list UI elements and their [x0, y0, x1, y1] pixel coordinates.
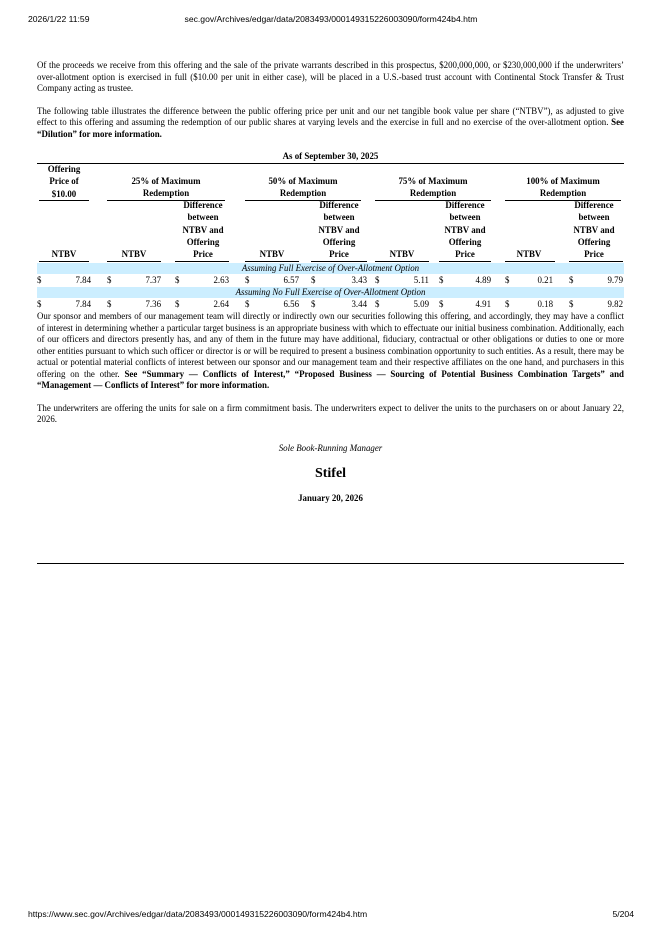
- group-header-50: 50% of Maximum Redemption: [268, 176, 338, 199]
- cell-25-ntbv: 7.37: [145, 275, 161, 285]
- col-underline: [569, 261, 623, 262]
- col-diff-25: Difference between NTBV and Offering Price: [182, 200, 224, 260]
- col-diff-50: Difference between NTBV and Offering Price: [318, 200, 360, 260]
- dollar-sign: $: [245, 299, 250, 309]
- col-underline: [311, 261, 367, 262]
- col-ntbv-100: NTBV: [516, 249, 542, 259]
- dollar-sign: $: [569, 275, 574, 285]
- manager-name: Stifel: [314, 465, 347, 481]
- cell-100-ntbv: 0.21: [537, 275, 553, 285]
- col-ntbv-50: NTBV: [259, 249, 285, 259]
- col-underline: [175, 261, 229, 262]
- col-diff-75: Difference between NTBV and Offering Price: [444, 200, 486, 260]
- dollar-sign: $: [107, 299, 112, 309]
- col-underline: [505, 261, 555, 262]
- col-underline: [39, 261, 89, 262]
- paragraph-underwriters: The underwriters are offering the units for sale on a firm commitment basis. The underwriters expect to deliver the units to the purchasers on or about January 22, 2026.: [37, 402, 624, 424]
- print-datetime: 2026/1/22 11:59: [28, 14, 90, 24]
- band-full-exercise: Assuming Full Exercise of Over-Allotment Option: [37, 263, 624, 274]
- print-footer-url: https://www.sec.gov/Archives/edgar/data/2083493/000149315226003090/form424b4.htm: [28, 909, 368, 919]
- cell-50-ntbv: 6.56: [283, 299, 299, 309]
- cell-25-diff: 2.63: [213, 275, 229, 285]
- cell-100-diff: 9.79: [607, 275, 623, 285]
- conflicts-reference: See “Summary — Conflicts of Interest,” “Proposed Business — Sourcing of Potential Business Combination Targets” and “Management — Conflicts of Interest” for more information.: [37, 368, 624, 390]
- cell-75-ntbv: 5.09: [413, 299, 429, 309]
- dollar-sign: $: [439, 275, 444, 285]
- group-header-100: 100% of Maximum Redemption: [526, 176, 600, 199]
- cell-100-diff: 9.82: [607, 299, 623, 309]
- offering-underline: [39, 200, 89, 201]
- dollar-sign: $: [375, 275, 380, 285]
- dollar-sign: $: [37, 275, 42, 285]
- group-header-25: 25% of Maximum Redemption: [131, 176, 201, 199]
- cell-75-diff: 4.91: [475, 299, 491, 309]
- cell-50-diff: 3.44: [351, 299, 367, 309]
- dilution-reference: See “Dilution” for more information.: [37, 117, 624, 139]
- dollar-sign: $: [375, 299, 380, 309]
- paragraph-ntbv-intro: [37, 106, 624, 141]
- col-ntbv-25: NTBV: [121, 249, 147, 259]
- table-top-rule: [37, 163, 624, 164]
- print-header-url: sec.gov/Archives/edgar/data/2083493/000149315226003090/form424b4.htm: [184, 14, 478, 24]
- col-underline: [375, 261, 429, 262]
- dollar-sign: $: [175, 275, 180, 285]
- ntbv-table: [37, 151, 624, 309]
- col-underline: [439, 261, 491, 262]
- page-number: 5/204: [612, 909, 634, 919]
- cell-25-ntbv: 7.36: [145, 299, 161, 309]
- dollar-sign: $: [245, 275, 250, 285]
- paragraph-conflicts-text: Our sponsor and members of our management team will directly or indirectly own our securities following this offering, and accordingly, they may have a conflict of interest in determining whether a particular target business is an appropriate business with which to effectuate our initial business combination. Additionally, each of our officers and directors presently has, and any of them in the future may have additional, fiduciary, contractual or other obligations or duties to one or more other entities pursuant to which such officer or director is or will be required to present a business combination opportunity to such entities. As a result, there may be actual or potential material conflicts of interest between our sponsor and our management team and their respective affiliates on the one hand, and purchasers in this offering on the other.: [37, 311, 624, 379]
- col-ntbv-offering: NTBV: [51, 249, 77, 259]
- cell-25-diff: 2.64: [213, 299, 229, 309]
- dollar-sign: $: [439, 299, 444, 309]
- dollar-sign: $: [505, 299, 510, 309]
- band-no-exercise: Assuming No Full Exercise of Over-Allotment Option: [37, 287, 624, 298]
- document-date: January 20, 2026: [298, 492, 363, 503]
- offering-price-header: Offering Price of $10.00: [47, 164, 81, 199]
- dollar-sign: $: [107, 275, 112, 285]
- paragraph-ntbv-text: The following table illustrates the difference between the public offering price per unit and our net tangible book value per share (“NTBV”), as adjusted to give effect to this offering and assuming the redemption of our public shares at varying levels and the exercise in full and no exercise of the over-allotment option.: [37, 105, 624, 127]
- col-diff-100: Difference between NTBV and Offering Price: [573, 200, 615, 260]
- cell-100-ntbv: 0.18: [537, 299, 553, 309]
- dollar-sign: $: [37, 299, 42, 309]
- col-underline: [107, 261, 161, 262]
- dollar-sign: $: [569, 299, 574, 309]
- cell-75-diff: 4.89: [475, 275, 491, 285]
- paragraph-conflicts: [37, 311, 624, 392]
- dollar-sign: $: [505, 275, 510, 285]
- document-body: [37, 60, 624, 503]
- cell-50-diff: 3.43: [351, 275, 367, 285]
- dollar-sign: $: [311, 299, 316, 309]
- paragraph-trust-account: Of the proceeds we receive from this offering and the sale of the private warrants described in this prospectus, $200,000,000, or $230,000,000 if the underwriters’ over-allotment option is exercised in full ($10.00 per unit in either case), will be placed in a U.S.-based trust account with Continental Stock Transfer & Trust Company acting as trustee.: [37, 60, 624, 93]
- col-underline: [245, 261, 299, 262]
- cell-offering-ntbv: 7.84: [75, 299, 91, 309]
- cell-75-ntbv: 5.11: [413, 275, 429, 285]
- dollar-sign: $: [311, 275, 316, 285]
- col-ntbv-75: NTBV: [389, 249, 415, 259]
- end-rule: [37, 563, 624, 564]
- manager-label: Sole Book-Running Manager: [278, 442, 383, 453]
- cell-50-ntbv: 6.57: [283, 275, 299, 285]
- dollar-sign: $: [175, 299, 180, 309]
- cell-offering-ntbv: 7.84: [75, 275, 91, 285]
- group-header-75: 75% of Maximum Redemption: [398, 176, 468, 199]
- table-title: As of September 30, 2025: [282, 151, 379, 161]
